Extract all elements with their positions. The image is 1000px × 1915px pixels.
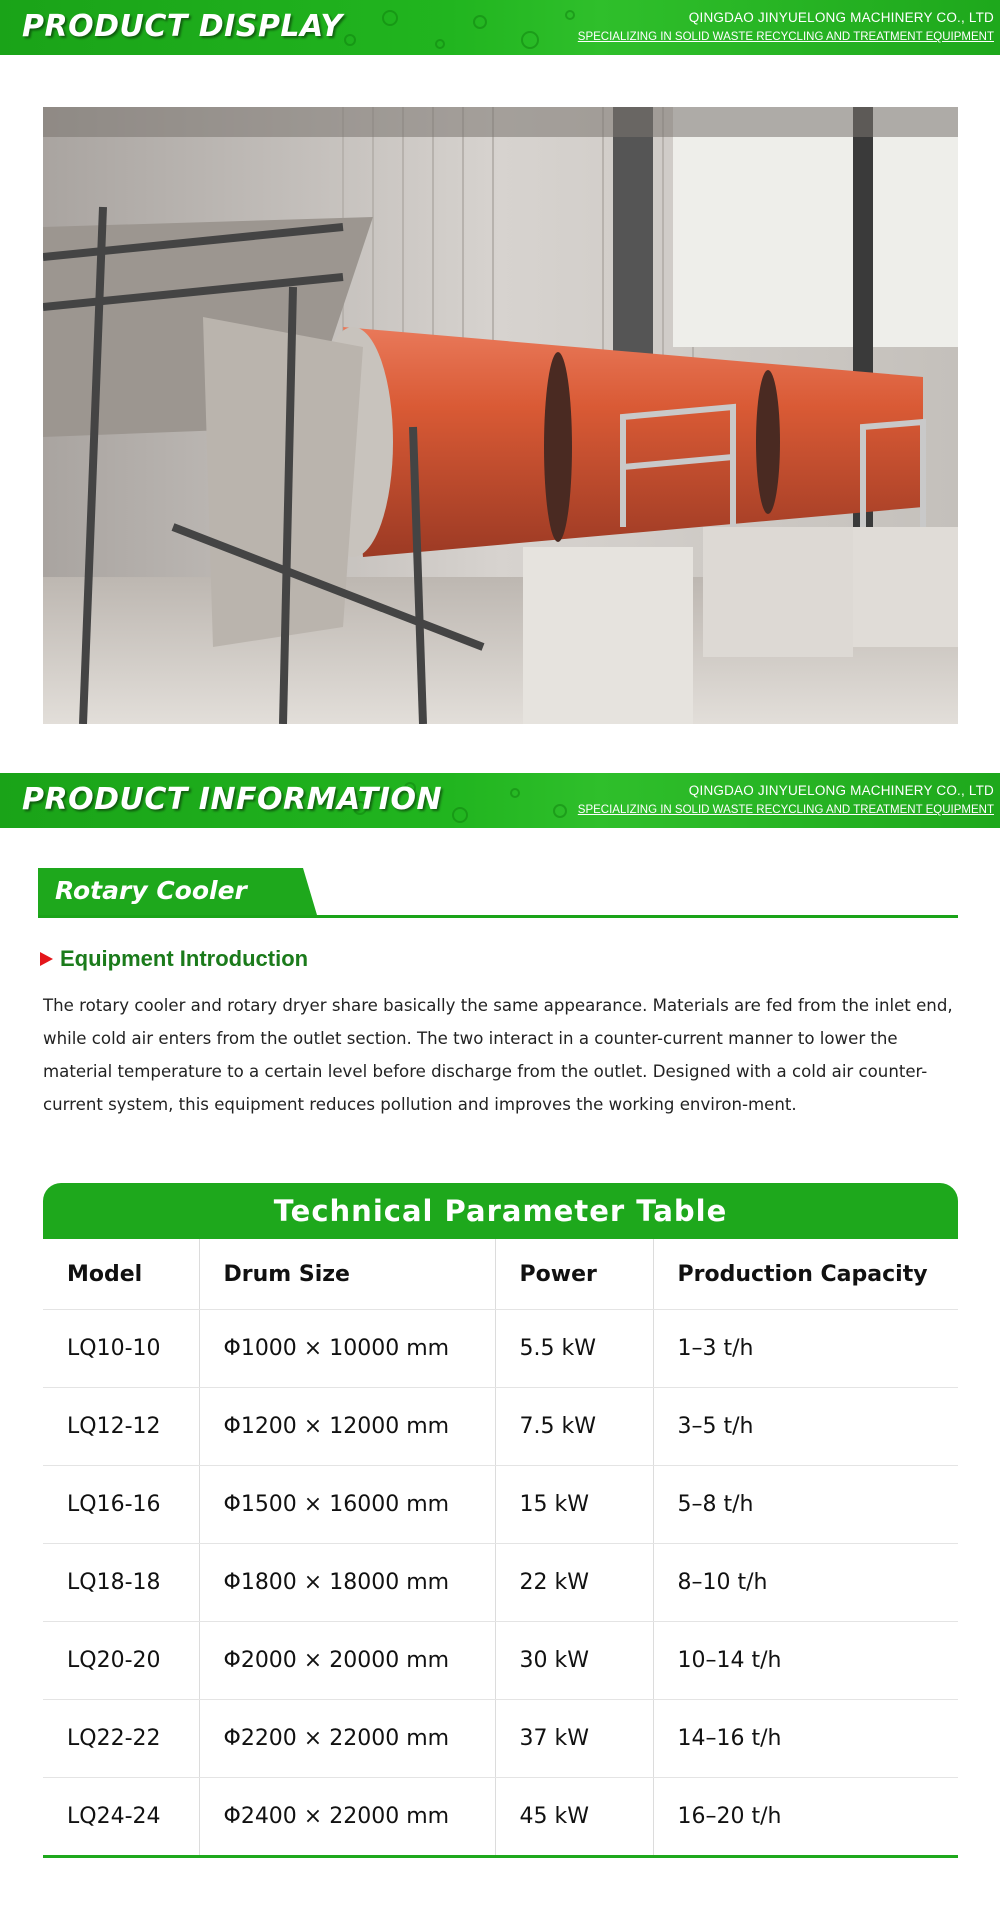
section-title: PRODUCT INFORMATION bbox=[22, 782, 443, 817]
heading-text: Equipment Introduction bbox=[60, 946, 309, 971]
cell-model: LQ12-12 bbox=[43, 1388, 199, 1466]
cell-drum-size: Φ1500 × 16000 mm bbox=[199, 1466, 495, 1544]
header-drum-size: Drum Size bbox=[199, 1239, 495, 1310]
cell-capacity: 5–8 t/h bbox=[653, 1466, 958, 1544]
company-slogan: SPECIALIZING IN SOLID WASTE RECYCLING AND TREATMENT EQUIPMENT bbox=[577, 804, 994, 816]
table-row bbox=[43, 1622, 958, 1700]
product-display-banner bbox=[0, 0, 1000, 55]
table-row bbox=[43, 1466, 958, 1544]
cell-power: 15 kW bbox=[495, 1466, 653, 1544]
equipment-introduction-heading bbox=[40, 944, 308, 974]
table-row bbox=[43, 1544, 958, 1622]
company-name: QINGDAO JINYUELONG MACHINERY CO., LTD bbox=[688, 10, 994, 25]
product-information-banner bbox=[0, 773, 1000, 828]
table-title: Technical Parameter Table bbox=[43, 1183, 958, 1239]
table-header-row bbox=[43, 1239, 958, 1310]
cell-drum-size: Φ1000 × 10000 mm bbox=[199, 1310, 495, 1388]
cell-drum-size: Φ1200 × 12000 mm bbox=[199, 1388, 495, 1466]
cell-model: LQ22-22 bbox=[43, 1700, 199, 1778]
parameter-table bbox=[43, 1239, 958, 1858]
cell-drum-size: Φ2200 × 22000 mm bbox=[199, 1700, 495, 1778]
cell-power: 30 kW bbox=[495, 1622, 653, 1700]
product-name: Rotary Cooler bbox=[55, 876, 247, 905]
bubble-decoration bbox=[330, 0, 590, 55]
cell-capacity: 8–10 t/h bbox=[653, 1544, 958, 1622]
cell-capacity: 3–5 t/h bbox=[653, 1388, 958, 1466]
cell-model: LQ24-24 bbox=[43, 1778, 199, 1857]
cell-model: LQ10-10 bbox=[43, 1310, 199, 1388]
header-model: Model bbox=[43, 1239, 199, 1310]
cell-capacity: 16–20 t/h bbox=[653, 1778, 958, 1857]
cell-power: 37 kW bbox=[495, 1700, 653, 1778]
company-slogan: SPECIALIZING IN SOLID WASTE RECYCLING AND TREATMENT EQUIPMENT bbox=[577, 31, 994, 43]
table-row bbox=[43, 1700, 958, 1778]
cell-drum-size: Φ2000 × 20000 mm bbox=[199, 1622, 495, 1700]
cell-model: LQ16-16 bbox=[43, 1466, 199, 1544]
cell-model: LQ20-20 bbox=[43, 1622, 199, 1700]
section-title: PRODUCT DISPLAY bbox=[22, 9, 343, 44]
cell-drum-size: Φ1800 × 18000 mm bbox=[199, 1544, 495, 1622]
product-photo bbox=[43, 107, 958, 724]
cell-model: LQ18-18 bbox=[43, 1544, 199, 1622]
cell-power: 5.5 kW bbox=[495, 1310, 653, 1388]
cell-power: 7.5 kW bbox=[495, 1388, 653, 1466]
table-row bbox=[43, 1310, 958, 1388]
cell-capacity: 14–16 t/h bbox=[653, 1700, 958, 1778]
cell-capacity: 1–3 t/h bbox=[653, 1310, 958, 1388]
rotary-cooler-illustration bbox=[43, 107, 958, 724]
header-power: Power bbox=[495, 1239, 653, 1310]
technical-parameter-table bbox=[43, 1183, 958, 1858]
table-row bbox=[43, 1778, 958, 1857]
header-production-capacity: Production Capacity bbox=[653, 1239, 958, 1310]
company-name: QINGDAO JINYUELONG MACHINERY CO., LTD bbox=[688, 783, 994, 798]
introduction-paragraph: The rotary cooler and rotary dryer share basically the same appearance. Materials are fed from the inlet end, while cold air enters from the outlet section. The two interact in a counter-current manner to lower the material temperature to a certain level before discharge from the outlet. Designed with a cold air counter-current system, this equipment reduces pollution and improves the working environ-ment. bbox=[43, 996, 953, 1114]
arrow-right-icon bbox=[40, 952, 53, 966]
cell-capacity: 10–14 t/h bbox=[653, 1622, 958, 1700]
cell-power: 45 kW bbox=[495, 1778, 653, 1857]
divider bbox=[38, 915, 958, 918]
cell-drum-size: Φ2400 × 22000 mm bbox=[199, 1778, 495, 1857]
cell-power: 22 kW bbox=[495, 1544, 653, 1622]
table-row bbox=[43, 1388, 958, 1466]
product-name-header bbox=[38, 868, 958, 918]
